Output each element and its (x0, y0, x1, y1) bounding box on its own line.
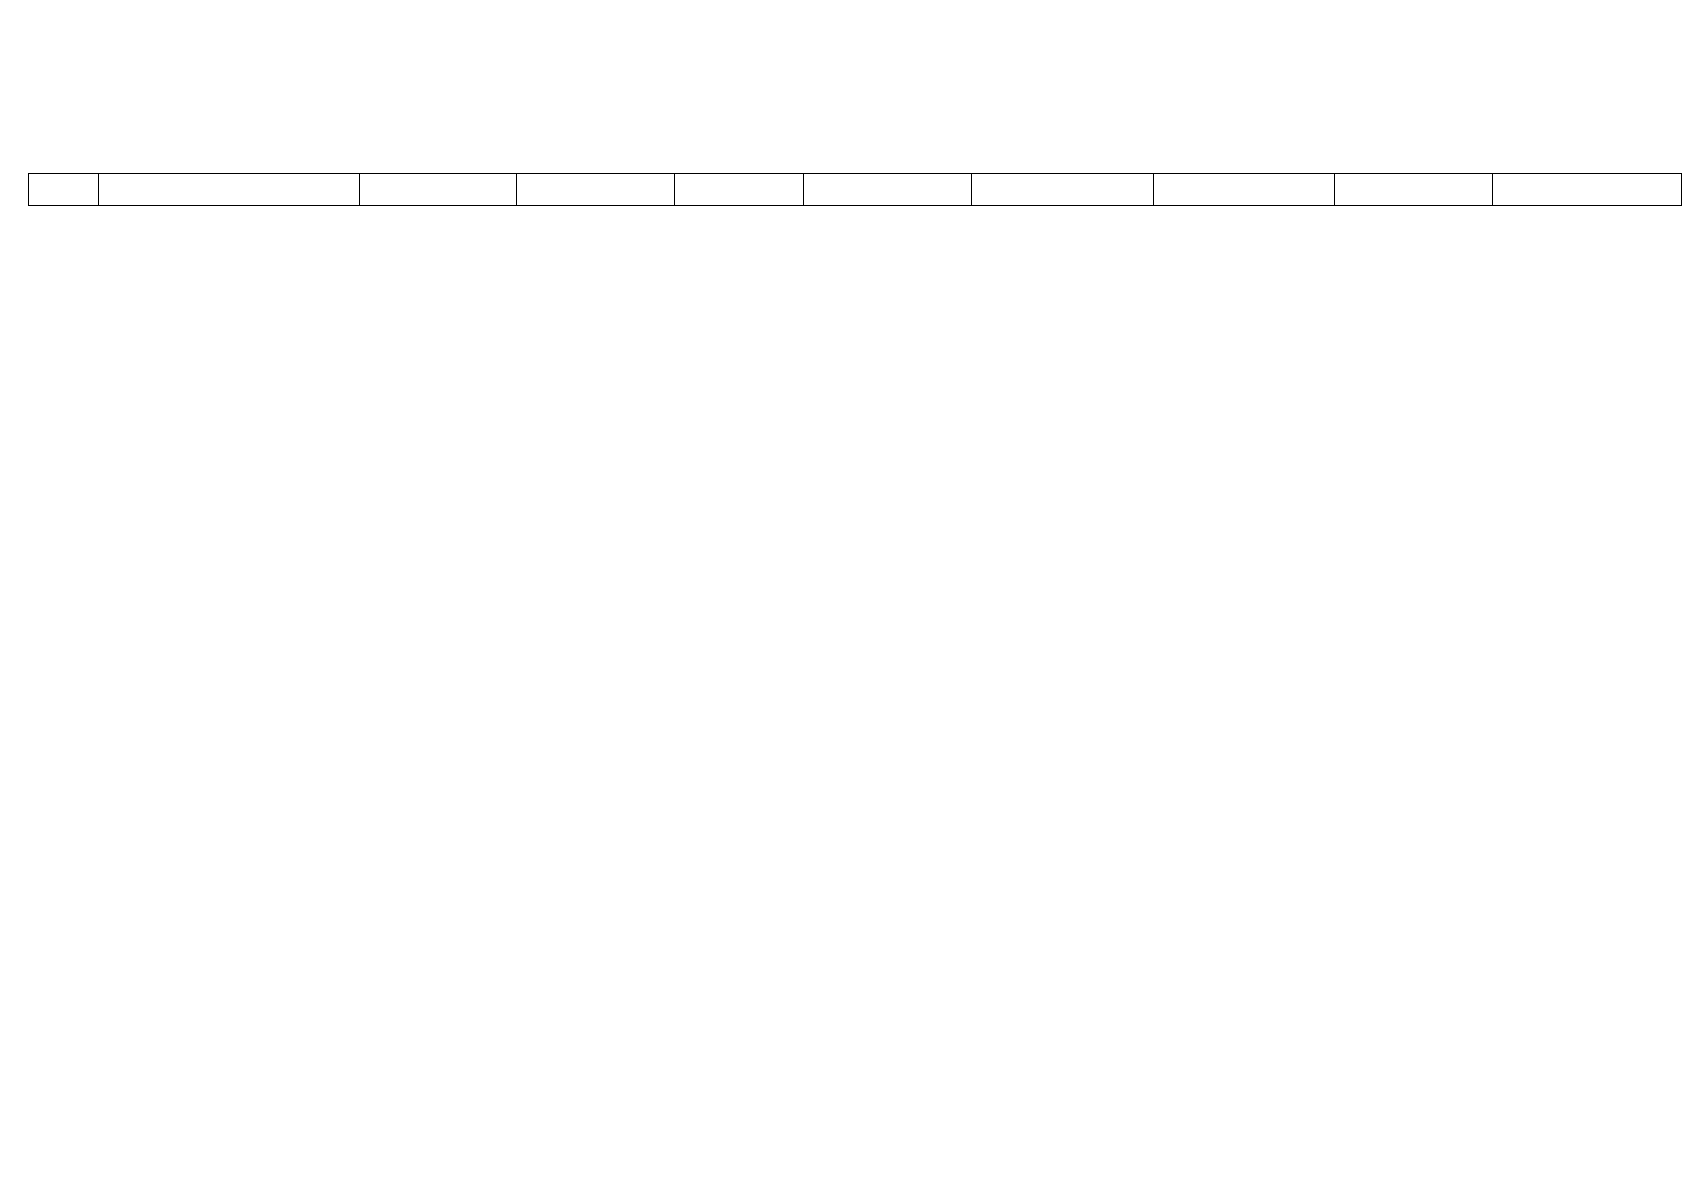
column-header (972, 174, 1154, 205)
column-header (99, 174, 360, 205)
table-header-row (28, 173, 1682, 206)
column-header (1335, 174, 1493, 205)
column-header (29, 174, 99, 205)
column-header (675, 174, 804, 205)
column-header (804, 174, 972, 205)
column-header (1154, 174, 1335, 205)
column-header (360, 174, 517, 205)
column-header (517, 174, 675, 205)
column-header (1493, 174, 1681, 205)
